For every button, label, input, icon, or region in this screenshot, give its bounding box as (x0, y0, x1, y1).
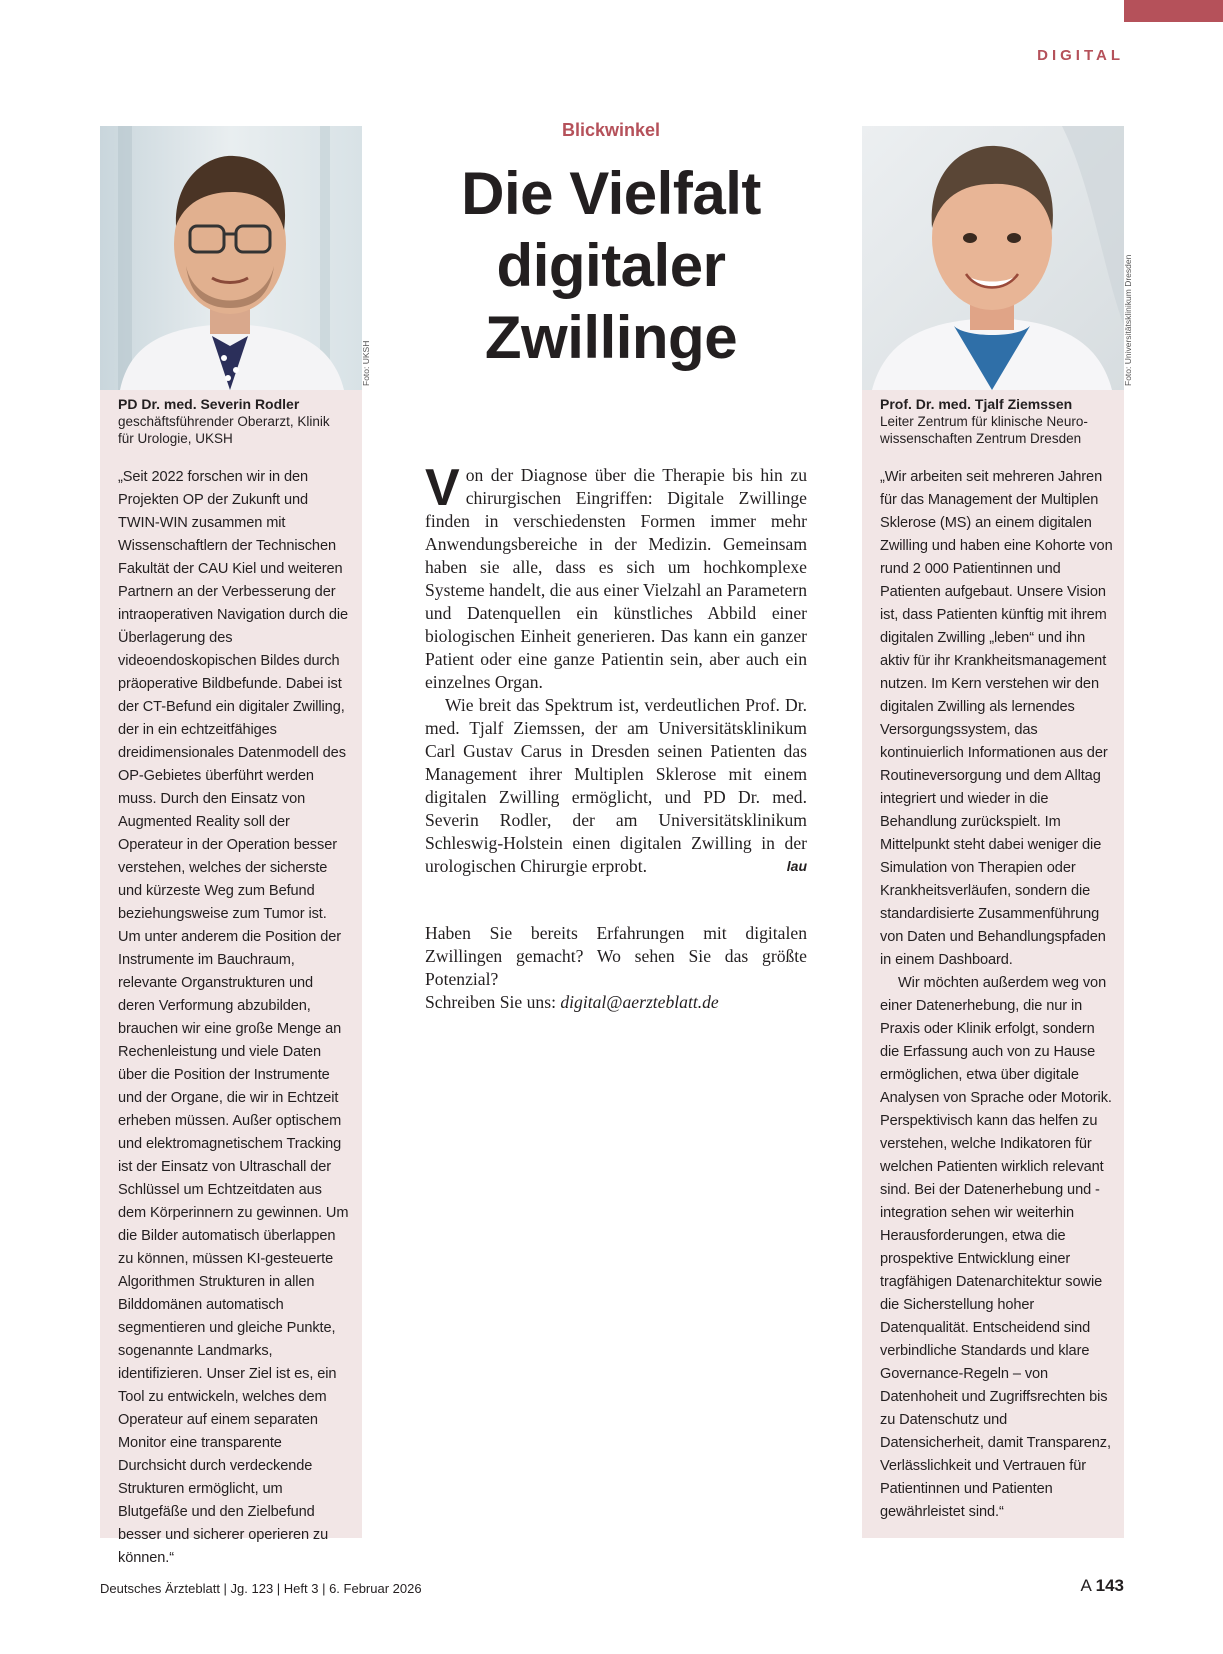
cta-question: Haben Sie bereits Erfahrungen mit digitalen Zwillingen gemacht? Wo sehen Sie das größte Potenzial? (425, 923, 807, 989)
person-role-line: Leiter Zentrum für klinische Neuro- (880, 414, 1088, 429)
headline-line: digitaler (496, 232, 726, 299)
portrait-photo-ziemssen (862, 126, 1124, 390)
publication-info: Deutsches Ärzteblatt | Jg. 123 | Heft 3 | 6. Februar 2026 (100, 1581, 422, 1596)
lead-paragraph-text: on der Diagnose über die Therapie bis hin zu chirurgischen Eingriffen: Digitale Zwillinge finden in verschiedensten Formen immer mehr Anwendungsbereiche in der Medizin. Gemeinsam haben sie alle, dass es sich um hochkomplexe Systeme handelt, die aus einer Vielzahl an Parametern und Datenquellen ein künstliches Abbild einer biologischen Einheit generieren. Das kann ein ganzer Patient oder eine ganze Patientin sein, aber auch ein einzelnes Organ. (425, 465, 807, 692)
left-sidebar (100, 126, 362, 1566)
person-info-rodler (118, 396, 353, 447)
right-sidebar (862, 126, 1124, 1538)
cta-prefix: Schreiben Sie uns: (425, 992, 561, 1012)
kicker: Blickwinkel (561, 120, 661, 140)
person-info-ziemssen (880, 396, 1115, 447)
section-label: DIGITAL (1037, 47, 1124, 64)
quote-rodler (118, 466, 352, 1570)
lead-text (425, 459, 807, 878)
portrait-photo-rodler (100, 126, 362, 390)
headline (400, 158, 822, 374)
page-number (1081, 1576, 1125, 1596)
headline-line: Die Vielfalt (461, 160, 761, 227)
quote-paragraph: Wir möchten außerdem weg von einer Datenerhebung, die nur in Praxis oder Klinik erfolgt, sondern die Erfassung auch von zu Hause ermöglichen, etwa über digitale Analysen von Sprache oder Motorik. Perspektivisch kann das helfen zu verstehen, welche Indikatoren für welchen Patienten wirklich relevant sind. Bei der Datenerhebung und -integration sehen wir weiterhin Herausforderungen, etwa die prospektive Entwicklung einer tragfähigen Datenarchitektur sowie die Sicherstellung hoher Datenqualität. Entscheidend sind verbindliche Standards und klare Governance-Regeln – von Datenhoheit und Zugriffsrechten bis zu Datenschutz und Datensicherheit, damit Transparenz, Verlässlichkeit und Vertrauen für Patientinnen und Patienten gewährleistet sind.“ (880, 975, 1112, 1520)
person-role-line: für Urologie, UKSH (118, 431, 233, 446)
quote-ziemssen (880, 466, 1114, 1524)
headline-line: Zwillinge (484, 304, 738, 371)
person-role-line: wissenschaften Zentrum Dresden (880, 431, 1082, 446)
lead-paragraph (425, 459, 807, 694)
photo-credit: Foto: UKSH (361, 340, 371, 386)
corner-accent-bar (1124, 0, 1223, 22)
person-name: PD Dr. med. Severin Rodler (118, 396, 300, 412)
email-link[interactable]: digital@aerzteblatt.de (560, 992, 719, 1012)
author-signature: lau (786, 858, 807, 874)
page-number-value: 143 (1095, 1576, 1124, 1595)
drop-cap: V (425, 459, 460, 517)
person-name: Prof. Dr. med. Tjalf Ziemssen (880, 396, 1073, 412)
photo-credit: Foto: Universitätsklinikum Dresden (1123, 254, 1133, 386)
lead-paragraph-text: Wie breit das Spektrum ist, verdeutlichen Prof. Dr. med. Tjalf Ziemssen, der am Universitätsklinikum Carl Gustav Carus in Dresden seinen Patienten das Management ihrer Multiplen Sklerose mit einem digitalen Zwilling ermöglicht, und PD Dr. med. Severin Rodler, der am Universitätsklinikum Schleswig-Holstein einen digitalen Zwilling in der urologischen Chirurgie erprobt. (425, 695, 807, 876)
cta-contact (425, 991, 807, 1014)
page-prefix: A (1080, 1576, 1096, 1595)
lead-paragraph (425, 694, 807, 878)
person-role-line: geschäftsführender Oberarzt, Klinik (118, 414, 330, 429)
call-to-action (425, 922, 807, 1014)
quote-paragraph: „Seit 2022 forschen wir in den Projekten OP der Zukunft und TWIN-WIN zusammen mit Wissenschaftlern der Technischen Fakultät der CAU Kiel und weiteren Partnern an der Verbesserung der intraoperativen Navigation durch die Überlagerung des videoendoskopischen Bildes durch präoperative Bildbefunde. Dabei ist der CT-Befund ein digitaler Zwilling, der in ein echtzeitfähiges dreidimensionales Datenmodell des OP-Gebietes überführt werden muss. Durch den Einsatz von Augmented Reality soll der Operateur in der Operation besser verstehen, welches der sicherste und kürzeste Weg zum Befund beziehungsweise zum Tumor ist. Um unter anderem die Position der Instrumente im Bauchraum, relevante Organstrukturen und deren Verformung abzubilden, brauchen wir eine große Menge an Rechenleistung und viele Daten über die Position der Instrumente und der Organe, die wir in Echtzeit erheben müssen. Außer optischem und elektromagnetischem Tracking ist der Einsatz von Ultraschall der Schlüssel um Echtzeitdaten aus dem Körperinnern zu gewinnen. Um die Bilder automatisch überlappen zu können, müssen KI-gesteuerte Algorithmen Strukturen in allen Bilddomänen automatisch segmentieren und gleiche Punkte, sogenannte Landmarks, identifizieren. Unser Ziel ist es, ein Tool zu entwickeln, welches dem Operateur auf einem separaten Monitor eine transparente Durchsicht durch verdeckende Strukturen ermöglicht, um Blutgefäße und den Zielbefund besser und sicherer operieren zu können.“ (118, 469, 349, 1566)
quote-paragraph: „Wir arbeiten seit mehreren Jahren für das Management der Multiplen Sklerose (MS) an einem digitalen Zwilling und haben eine Kohorte von rund 2 000 Patientinnen und Patienten aufgebaut. Unsere Vision ist, dass Patienten künftig mit ihrem digitalen Zwilling „leben“ und ihn aktiv für ihr Krankheitsmanagement nutzen. Im Kern verstehen wir den digitalen Zwilling als lernendes Versorgungssystem, das kontinuierlich Informationen aus der Routineversorgung und dem Alltag integriert und wieder in die Behandlung zurückspielt. Im Mittelpunkt steht dabei weniger die Simulation von Therapien oder Krankheitsverläufen, sondern die standardisierte Zusammenführung von Daten und Behandlungspfaden in einem Dashboard. (880, 469, 1113, 968)
